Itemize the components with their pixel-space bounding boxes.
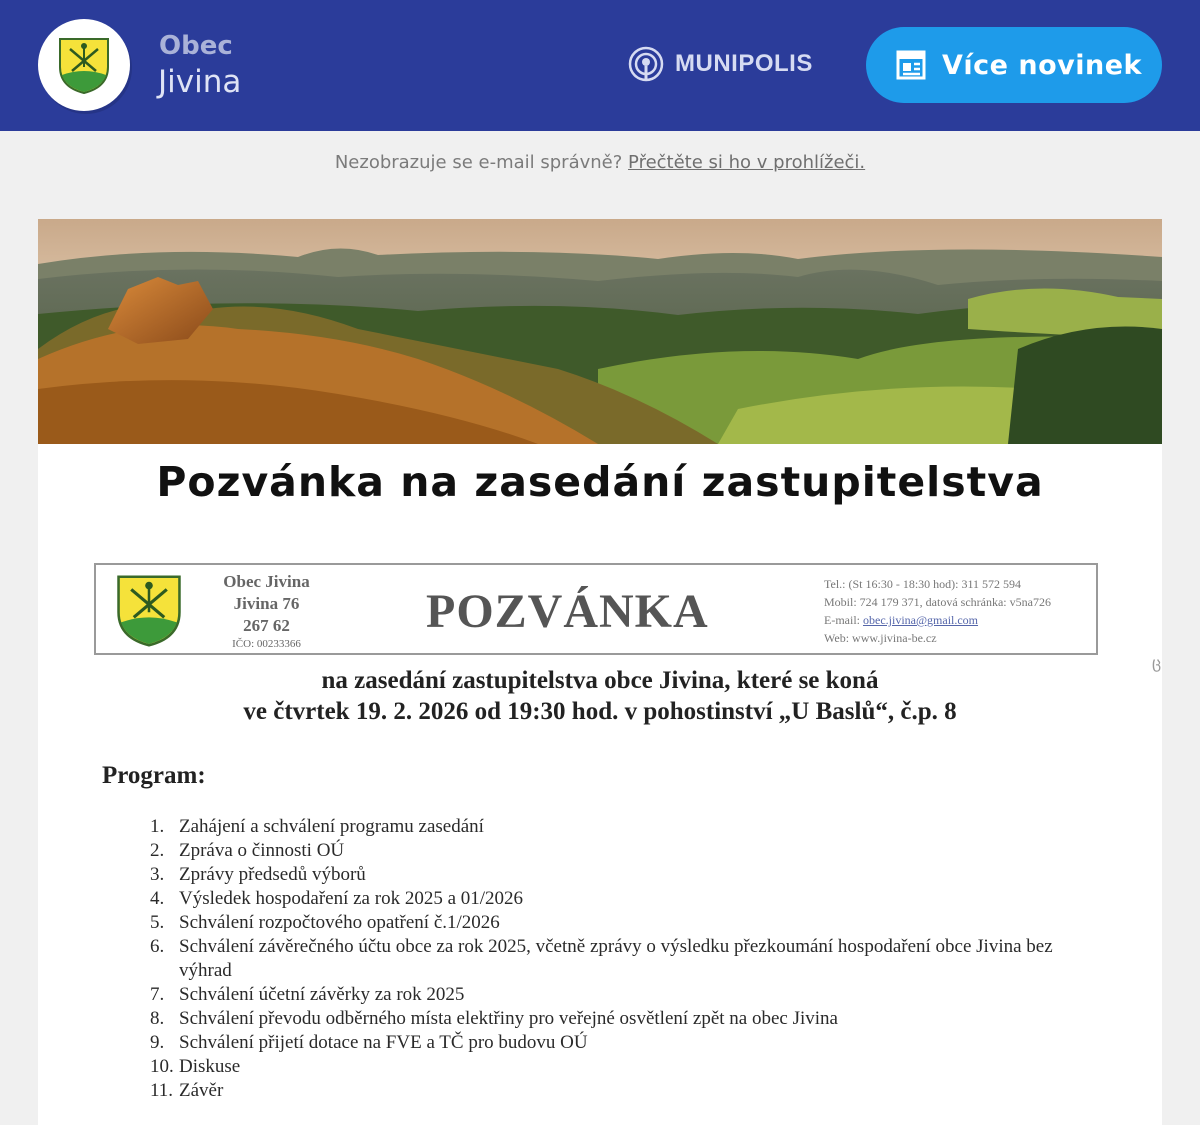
browser-notice	[0, 152, 1200, 173]
item-number: 9.	[150, 1032, 165, 1053]
program-item	[150, 863, 1110, 887]
munipolis-label: MUNIPOLIS	[675, 50, 813, 77]
item-number: 11.	[150, 1080, 174, 1101]
item-text: Schválení závěrečného účtu obce za rok 2025, včetně zprávy o výsledku přezkoumání hospodaření obce Jivina bez výhrad	[179, 936, 1053, 981]
meeting-intro	[38, 665, 1162, 727]
municipality-logo[interactable]	[38, 19, 130, 111]
program-item	[150, 983, 1110, 1007]
program-item	[150, 935, 1110, 983]
contact-email-label: E-mail:	[824, 613, 863, 627]
item-text: Schválení rozpočtového opatření č.1/2026	[179, 912, 500, 933]
item-text: Diskuse	[179, 1056, 241, 1077]
item-text: Zprávy předsedů výborů	[179, 864, 366, 885]
address-line: Obec Jivina	[223, 572, 310, 591]
intro-line: na zasedání zastupitelstva obce Jivina, které se koná	[321, 667, 879, 694]
item-number: 5.	[150, 912, 165, 933]
address-line: Jivina 76	[233, 594, 300, 613]
item-number: 10.	[150, 1056, 174, 1077]
browser-notice-text: Nezobrazuje se e-mail správně?	[334, 152, 623, 173]
document-heading: POZVÁNKA	[426, 585, 709, 638]
item-number: 4.	[150, 888, 165, 909]
newspaper-icon	[896, 50, 926, 80]
more-news-button[interactable]	[866, 27, 1162, 103]
item-number: 3.	[150, 864, 165, 885]
item-number: 8.	[150, 1008, 165, 1029]
more-news-label: Více novinek	[942, 49, 1142, 81]
item-number: 1.	[150, 816, 165, 837]
ico-number: IČO: 00233366	[232, 638, 301, 650]
item-text: Schválení přijetí dotace na FVE a TČ pro budovu OÚ	[179, 1032, 588, 1053]
article-title: Pozvánka na zasedání zastupitelstva	[156, 458, 1044, 506]
contact-block	[824, 575, 1051, 647]
municipality-address	[204, 571, 329, 651]
program-item	[150, 911, 1110, 935]
item-number: 7.	[150, 984, 165, 1005]
address-line: 267 62	[243, 616, 290, 635]
item-text: Zahájení a schválení programu zasedání	[179, 816, 484, 837]
edge-mark: ც	[1152, 655, 1162, 672]
contact-email-link[interactable]: obec.jivina@gmail.com	[863, 613, 979, 627]
program-item	[150, 887, 1110, 911]
view-in-browser-link[interactable]: Přečtěte si ho v prohlížeči.	[628, 152, 866, 173]
munipolis-brand[interactable]	[627, 45, 813, 83]
invitation-document	[38, 535, 1162, 1125]
document-letterhead	[94, 563, 1098, 655]
town-label-small: Obec	[159, 31, 233, 61]
program-title: Program:	[102, 762, 206, 789]
document-coat-of-arms-icon	[116, 573, 182, 649]
program-item	[150, 815, 1110, 839]
program-list	[150, 815, 1110, 1103]
program-item	[150, 1007, 1110, 1031]
item-number: 6.	[150, 936, 165, 957]
broadcast-icon	[627, 45, 665, 83]
item-text: Zpráva o činnosti OÚ	[179, 840, 345, 861]
landscape-banner-image	[38, 219, 1162, 444]
program-item	[150, 1031, 1110, 1055]
item-text: Závěr	[179, 1080, 224, 1101]
program-item	[150, 1055, 1110, 1079]
item-text: Výsledek hospodaření za rok 2025 a 01/2026	[179, 888, 524, 909]
town-name: Jivina	[158, 64, 242, 100]
header-bar	[0, 0, 1200, 131]
program-item	[150, 1079, 1110, 1103]
item-number: 2.	[150, 840, 165, 861]
intro-line: ve čtvrtek 19. 2. 2026 od 19:30 hod. v pohostinství „U Baslů“, č.p. 8	[243, 698, 957, 725]
program-item	[150, 839, 1110, 863]
item-text: Schválení převodu odběrného místa elektřiny pro veřejné osvětlení zpět na obec Jivina	[179, 1008, 838, 1029]
contact-mobil: Mobil: 724 179 371, datová schránka: v5na726	[824, 595, 1051, 609]
contact-tel: Tel.: (St 16:30 - 18:30 hod): 311 572 594	[824, 577, 1022, 591]
item-text: Schválení účetní závěrky za rok 2025	[179, 984, 465, 1005]
contact-email-row	[824, 611, 1051, 629]
coat-of-arms-icon	[58, 37, 110, 95]
contact-web: Web: www.jivina-be.cz	[824, 631, 937, 645]
